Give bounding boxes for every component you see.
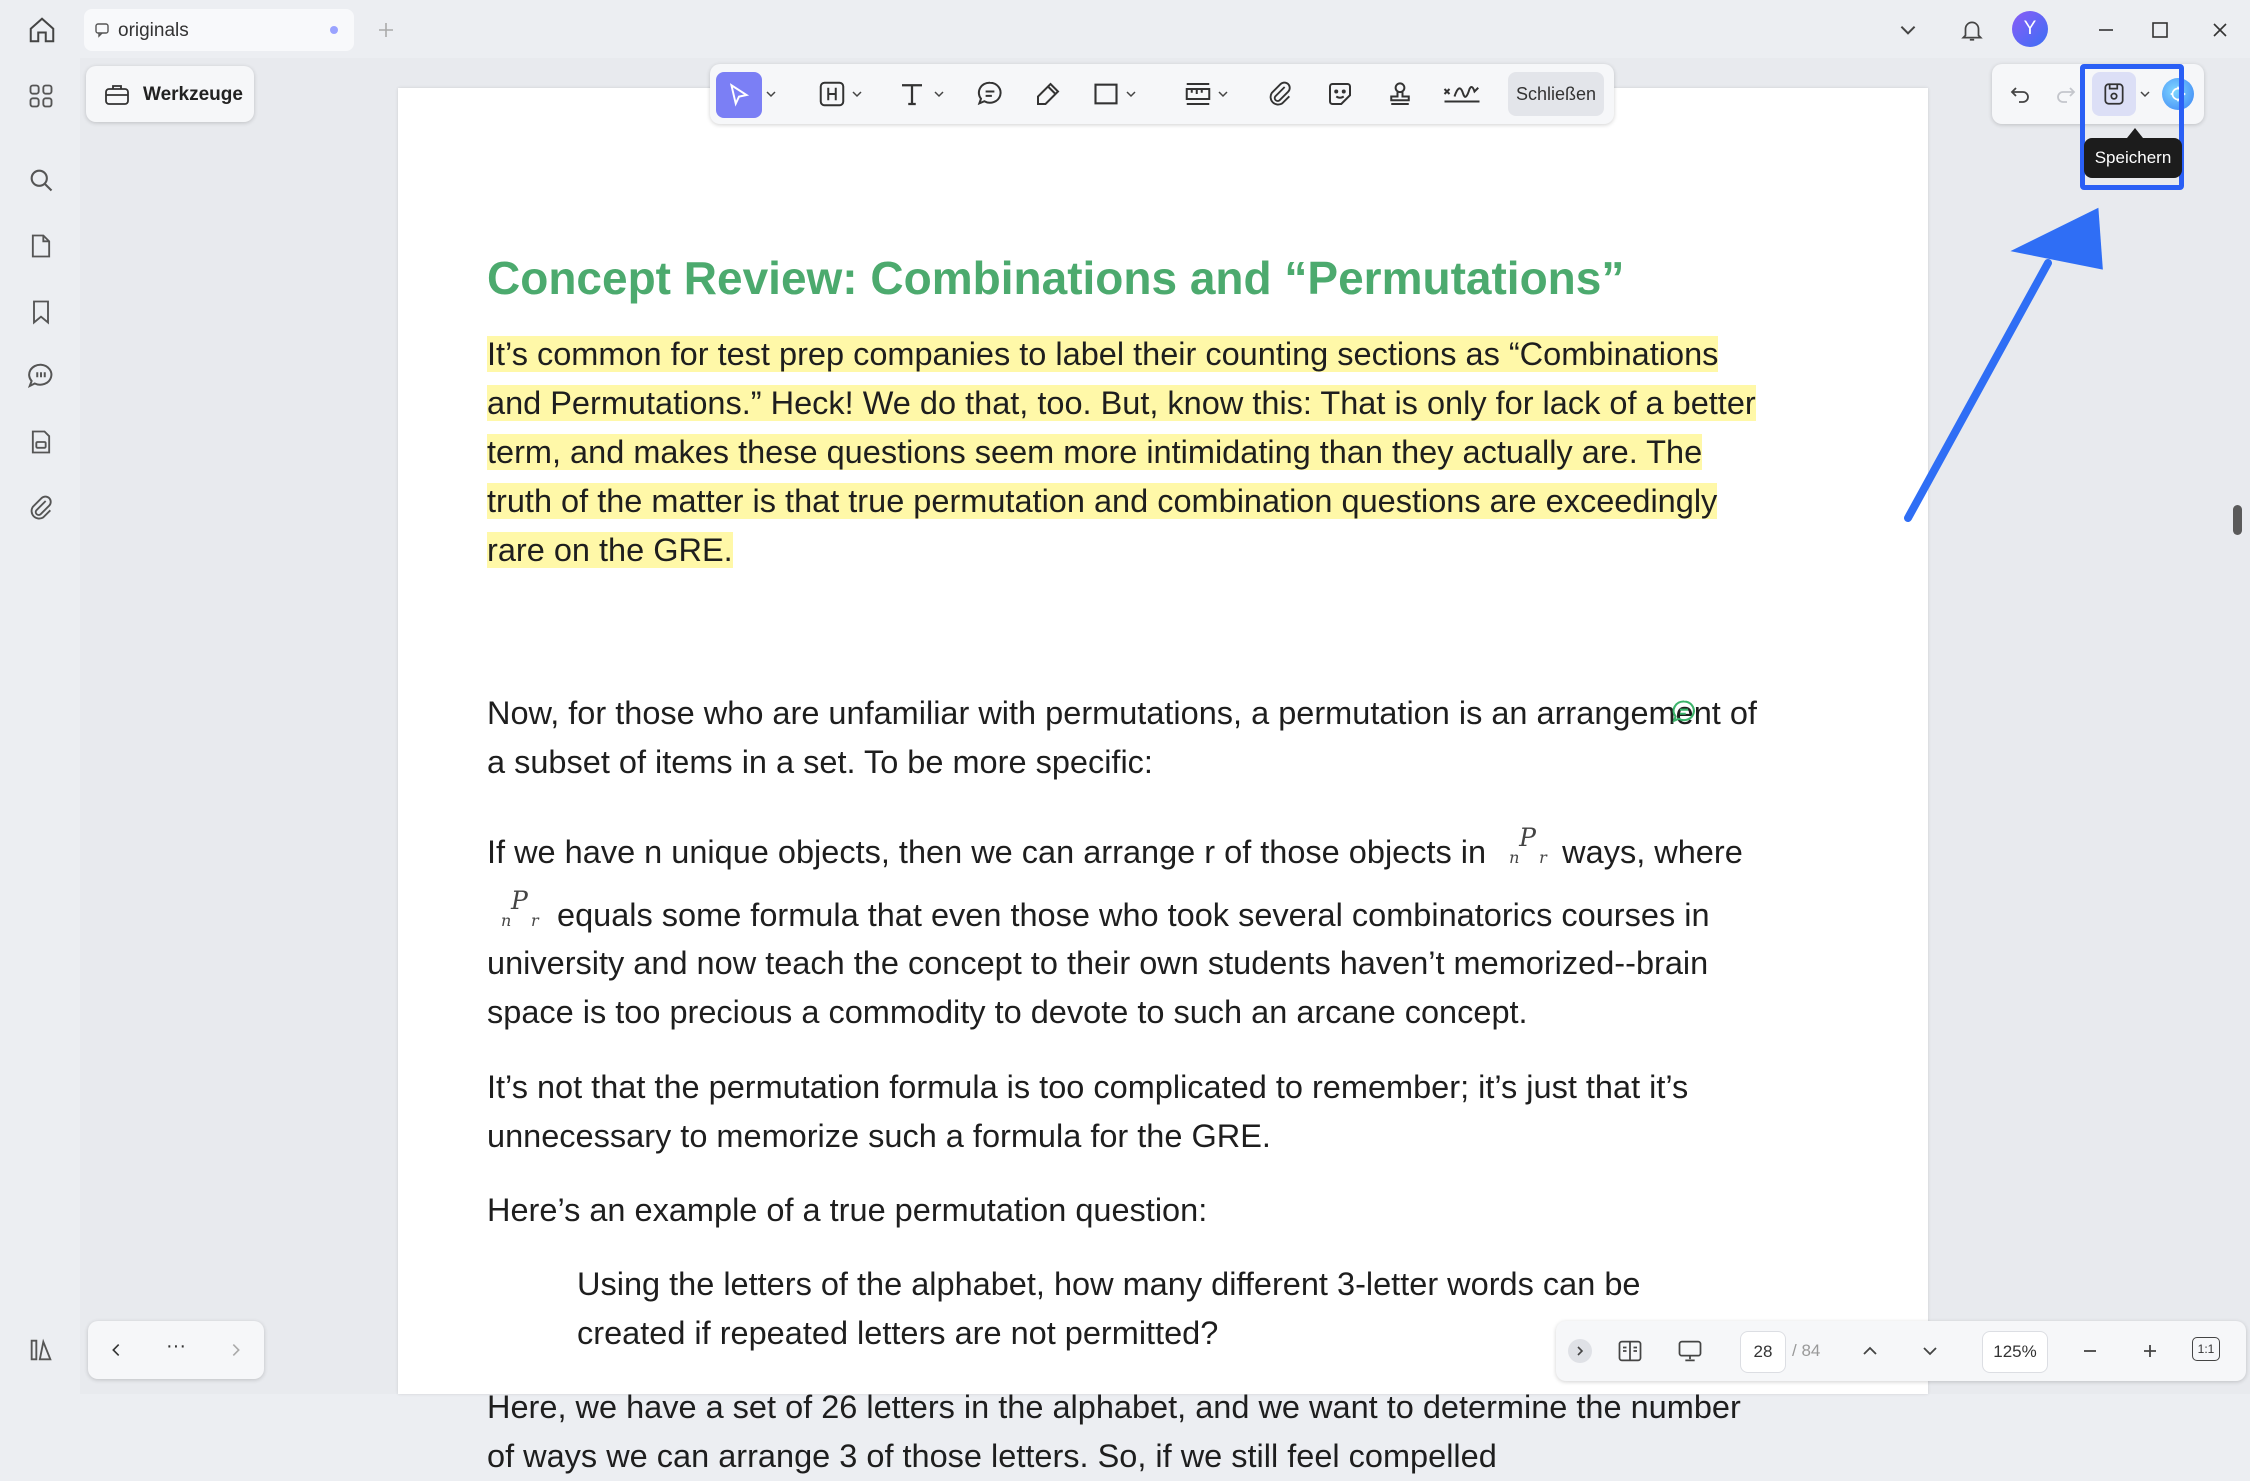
paragraph-text: ways, where xyxy=(1562,834,1743,870)
paragraph-solution xyxy=(487,1383,1741,1481)
paragraph-line: university and now teach the concept to their own students haven’t memorized--brain xyxy=(487,945,1709,981)
paragraph-line xyxy=(487,823,1743,877)
comment-tool-icon[interactable] xyxy=(972,76,1008,112)
more-options[interactable]: ··· xyxy=(166,1335,186,1357)
unsaved-indicator xyxy=(330,26,338,34)
total-pages: / 84 xyxy=(1792,1341,1821,1360)
perm-p: P xyxy=(1519,823,1536,852)
stamp-icon[interactable] xyxy=(1382,76,1418,112)
chevron-down-icon[interactable] xyxy=(1216,84,1230,104)
tools-label: Werkzeuge xyxy=(143,84,243,105)
scrollbar-thumb[interactable] xyxy=(2233,505,2242,535)
chevron-down-icon[interactable] xyxy=(764,84,778,104)
perm-r: r xyxy=(531,911,539,930)
attachment-icon[interactable] xyxy=(1262,76,1298,112)
paragraph-line: Here, we have a set of 26 letters in the alphabet, and we want to determine the number xyxy=(487,1389,1741,1425)
page-navigation xyxy=(88,1321,264,1379)
perm-n: n xyxy=(1509,848,1520,867)
paragraph-text: If we have n unique objects, then we can arrange r of those objects in xyxy=(487,834,1487,870)
paragraph-line xyxy=(487,886,1710,940)
question-line: Using the letters of the alphabet, how many different 3-letter words can be xyxy=(577,1266,1641,1302)
perm-r: r xyxy=(1539,848,1547,867)
chevron-up-icon[interactable] xyxy=(1852,1333,1888,1369)
home-icon[interactable] xyxy=(22,10,62,50)
zoom-in-icon[interactable] xyxy=(2132,1333,2168,1369)
paragraph-formula xyxy=(487,1063,1688,1161)
perm-n: n xyxy=(501,911,512,930)
chevron-down-icon[interactable] xyxy=(1912,1333,1948,1369)
permutation-symbol xyxy=(1495,823,1553,867)
zoom-out-icon[interactable] xyxy=(2072,1333,2108,1369)
sticker-icon[interactable] xyxy=(1322,76,1358,112)
highlight-line: and Permutations.” Heck! We do that, too. But, know this: That is only for lack of a better xyxy=(487,385,1756,421)
highlight-line: truth of the matter is that true permutation and combination questions are exceedingly xyxy=(487,483,1718,519)
save-tooltip: Speichern xyxy=(2084,138,2182,178)
paragraph-line: Here’s an example of a true permutation question: xyxy=(487,1192,1208,1228)
measure-tool-icon[interactable] xyxy=(1180,76,1216,112)
tab-title: originals xyxy=(118,20,189,41)
highlight-line: term, and makes these questions seem more intimidating than they actually are. The xyxy=(487,434,1703,470)
reading-mode-icon[interactable] xyxy=(1612,1333,1648,1369)
attachment-icon[interactable] xyxy=(21,488,61,528)
tooltip-arrow xyxy=(2127,128,2143,138)
bookmark-icon[interactable] xyxy=(21,292,61,332)
new-tab-icon[interactable] xyxy=(370,14,402,46)
close-tools-button[interactable]: Schließen xyxy=(1508,72,1604,116)
chevron-down-icon[interactable] xyxy=(1890,12,1926,48)
annotation-toolbar xyxy=(710,64,1614,124)
comment-marker-icon[interactable] xyxy=(1668,696,1700,728)
pencil-tool-icon[interactable] xyxy=(1030,76,1066,112)
minimize-icon[interactable] xyxy=(2086,10,2126,50)
close-window-icon[interactable] xyxy=(2200,10,2240,50)
collapse-status-icon[interactable] xyxy=(1568,1339,1592,1363)
example-question xyxy=(577,1260,1640,1358)
title-bar xyxy=(0,0,2250,58)
highlight-line: It’s common for test prep companies to label their counting sections as “Combinations xyxy=(487,336,1719,372)
maximize-icon[interactable] xyxy=(2140,10,2180,50)
comments-icon[interactable] xyxy=(21,356,61,396)
form-fields-icon[interactable] xyxy=(21,422,61,462)
left-sidebar xyxy=(0,58,80,1394)
document-tab[interactable] xyxy=(84,9,354,51)
cursor-icon xyxy=(726,82,752,108)
panel-toggle-icon[interactable] xyxy=(21,1330,61,1370)
redo-icon[interactable] xyxy=(2048,76,2084,112)
page-number-input[interactable]: 28 xyxy=(1740,1331,1786,1373)
chevron-down-icon[interactable] xyxy=(850,84,864,104)
permutation-symbol xyxy=(487,886,557,930)
paragraph-text: equals some formula that even those who took several combinatorics courses in xyxy=(557,897,1710,933)
pointer-arrow xyxy=(1890,205,2110,530)
signature-icon[interactable] xyxy=(1440,76,1484,112)
toolbox-icon xyxy=(102,80,132,108)
perm-p: P xyxy=(511,886,528,915)
highlight-tool-icon[interactable] xyxy=(814,76,850,112)
paragraph-line: a subset of items in a set. To be more specific: xyxy=(487,744,1153,780)
select-tool-button[interactable] xyxy=(716,72,762,118)
search-icon[interactable] xyxy=(21,160,61,200)
previous-page-icon[interactable] xyxy=(98,1332,134,1368)
paragraph-line: space is too precious a commodity to devote to such an arcane concept. xyxy=(487,994,1528,1030)
question-line: created if repeated letters are not permitted? xyxy=(577,1315,1219,1351)
pdf-page xyxy=(398,88,1928,1474)
paragraph-continuation xyxy=(487,939,1708,1037)
zoom-level[interactable]: 125% xyxy=(1982,1331,2048,1373)
paragraph-permutation-intro xyxy=(487,689,1757,787)
document-heading: Concept Review: Combinations and “Permutations” xyxy=(487,252,1625,304)
apps-grid-icon[interactable] xyxy=(21,76,61,116)
chevron-down-icon[interactable] xyxy=(932,84,946,104)
paragraph-line: unnecessary to memorize such a formula for the GRE. xyxy=(487,1118,1271,1154)
highlighted-paragraph xyxy=(487,330,1756,575)
paragraph-line: It’s not that the permutation formula is too complicated to remember; it’s just that it’s xyxy=(487,1069,1689,1105)
comment-icon xyxy=(92,20,112,40)
undo-icon[interactable] xyxy=(2002,76,2038,112)
chevron-down-icon[interactable] xyxy=(1124,84,1138,104)
user-avatar[interactable]: Y xyxy=(2012,11,2048,47)
presentation-icon[interactable] xyxy=(1672,1333,1708,1369)
page-thumbnails-icon[interactable] xyxy=(21,226,61,266)
highlight-line: rare on the GRE. xyxy=(487,532,733,568)
text-tool-icon[interactable] xyxy=(894,76,930,112)
next-page-icon[interactable] xyxy=(218,1332,254,1368)
paragraph-line: Now, for those who are unfamiliar with permutations, a permutation is an arrangement of xyxy=(487,695,1757,731)
actual-size-button[interactable]: 1:1 xyxy=(2192,1337,2220,1361)
bell-icon[interactable] xyxy=(1952,10,1992,50)
status-bar xyxy=(1556,1321,2246,1381)
tools-button[interactable] xyxy=(86,66,254,122)
rectangle-tool-icon[interactable] xyxy=(1088,76,1124,112)
paragraph-line: of ways we can arrange 3 of those letters. So, if we still feel compelled xyxy=(487,1438,1497,1474)
